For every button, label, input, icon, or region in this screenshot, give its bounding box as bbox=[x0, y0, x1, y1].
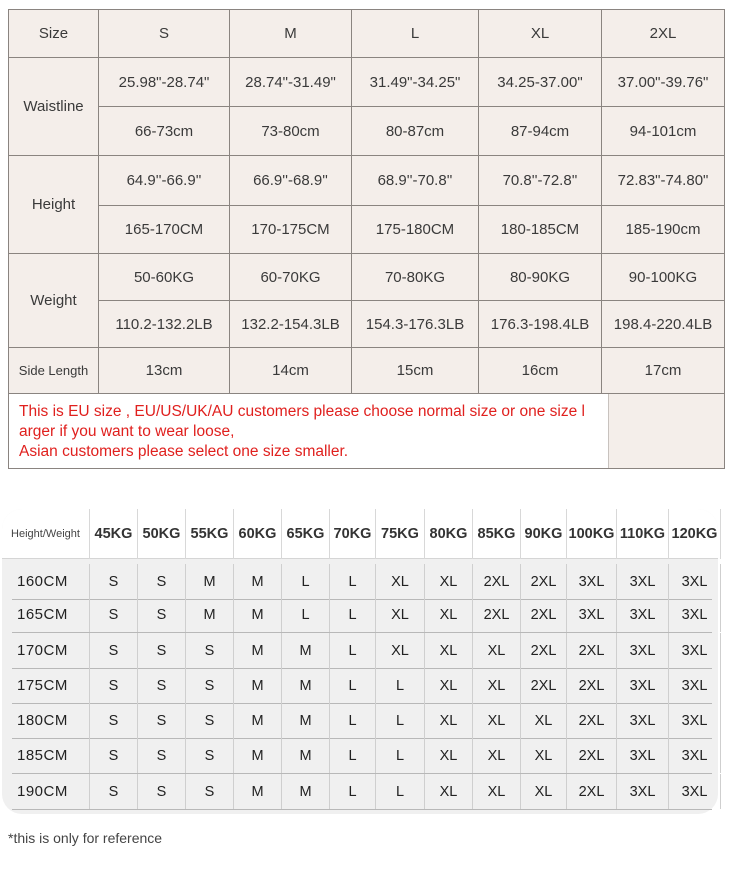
size-header-label: Size bbox=[9, 10, 99, 58]
recommended-size-cell: XL bbox=[376, 564, 425, 599]
recommended-size-cell: M bbox=[234, 597, 282, 632]
weight-column-header: 60KG bbox=[234, 509, 282, 559]
recommended-size-cell: S bbox=[138, 703, 186, 738]
recommended-size-cell: 3XL bbox=[617, 738, 669, 773]
size-value-cell: 132.2-154.3LB bbox=[230, 301, 352, 348]
size-guide-header bbox=[2, 509, 718, 559]
height-row-label: 180CM bbox=[12, 703, 90, 738]
recommended-size-cell: M bbox=[282, 703, 330, 738]
size-note-line: Asian customers please select one size smaller. bbox=[19, 443, 349, 460]
height-row-label: 175CM bbox=[12, 668, 90, 703]
weight-column-header: 85KG bbox=[473, 509, 521, 559]
recommended-size-cell: 2XL bbox=[567, 703, 617, 738]
size-value-cell: 60-70KG bbox=[230, 254, 352, 301]
recommended-size-cell: M bbox=[234, 633, 282, 668]
recommended-size-cell: L bbox=[376, 703, 425, 738]
measurement-label: Height bbox=[9, 156, 99, 254]
size-value-cell: 70.8''-72.8'' bbox=[479, 156, 602, 206]
size-column-header: XL bbox=[479, 10, 602, 58]
size-column-header: M bbox=[230, 10, 352, 58]
recommended-size-cell: 2XL bbox=[567, 738, 617, 773]
recommended-size-cell: XL bbox=[425, 738, 473, 773]
recommended-size-cell: S bbox=[90, 633, 138, 668]
recommended-size-cell: M bbox=[282, 668, 330, 703]
recommended-size-cell: M bbox=[282, 738, 330, 773]
recommended-size-cell: 2XL bbox=[521, 633, 567, 668]
recommended-size-cell: L bbox=[330, 633, 376, 668]
recommended-size-cell: M bbox=[282, 633, 330, 668]
recommended-size-cell: S bbox=[90, 738, 138, 773]
recommended-size-cell: 3XL bbox=[669, 668, 721, 703]
recommended-size-cell: S bbox=[90, 703, 138, 738]
recommended-size-cell: S bbox=[138, 633, 186, 668]
recommended-size-cell: 3XL bbox=[617, 774, 669, 809]
size-value-cell: 50-60KG bbox=[99, 254, 230, 301]
recommended-size-cell: 2XL bbox=[521, 668, 567, 703]
recommended-size-cell: S bbox=[186, 668, 234, 703]
measurement-label: Waistline bbox=[9, 58, 99, 156]
size-value-cell: 198.4-220.4LB bbox=[602, 301, 725, 348]
size-value-cell: 17cm bbox=[602, 348, 725, 394]
recommended-size-cell: S bbox=[186, 738, 234, 773]
size-value-cell: 15cm bbox=[352, 348, 479, 394]
size-value-cell: 176.3-198.4LB bbox=[479, 301, 602, 348]
size-value-cell: 110.2-132.2LB bbox=[99, 301, 230, 348]
size-value-cell: 25.98"-28.74" bbox=[99, 58, 230, 107]
weight-column-header: 80KG bbox=[425, 509, 473, 559]
guide-corner-label: Height/Weight bbox=[2, 509, 90, 559]
weight-column-header: 110KG bbox=[617, 509, 669, 559]
recommended-size-cell: M bbox=[234, 703, 282, 738]
recommended-size-cell: XL bbox=[425, 633, 473, 668]
weight-column-header: 75KG bbox=[376, 509, 425, 559]
recommended-size-cell: XL bbox=[425, 703, 473, 738]
weight-column-header: 100KG bbox=[567, 509, 617, 559]
size-value-cell: 175-180CM bbox=[352, 206, 479, 254]
size-value-cell: 165-170CM bbox=[99, 206, 230, 254]
height-row-label: 185CM bbox=[12, 738, 90, 773]
size-value-cell: 16cm bbox=[479, 348, 602, 394]
size-value-cell: 34.25-37.00" bbox=[479, 58, 602, 107]
recommended-size-cell: L bbox=[330, 703, 376, 738]
recommended-size-cell: M bbox=[234, 774, 282, 809]
measurement-label: Side Length bbox=[9, 348, 99, 394]
size-value-cell: 180-185CM bbox=[479, 206, 602, 254]
recommended-size-cell: XL bbox=[473, 668, 521, 703]
recommended-size-cell: M bbox=[234, 564, 282, 599]
recommended-size-cell: 3XL bbox=[669, 633, 721, 668]
recommended-size-cell: 3XL bbox=[617, 597, 669, 632]
recommended-size-cell: M bbox=[186, 597, 234, 632]
size-value-cell: 72.83"-74.80" bbox=[602, 156, 725, 206]
size-value-cell: 185-190cm bbox=[602, 206, 725, 254]
recommended-size-cell: 3XL bbox=[669, 564, 721, 599]
recommended-size-cell: L bbox=[282, 564, 330, 599]
recommended-size-cell: XL bbox=[473, 633, 521, 668]
recommended-size-cell: XL bbox=[376, 597, 425, 632]
recommended-size-cell: L bbox=[376, 738, 425, 773]
recommended-size-cell: L bbox=[376, 774, 425, 809]
recommended-size-cell: 3XL bbox=[669, 703, 721, 738]
recommended-size-cell: XL bbox=[425, 564, 473, 599]
recommended-size-cell: M bbox=[234, 668, 282, 703]
recommended-size-cell: XL bbox=[521, 738, 567, 773]
recommended-size-cell: 3XL bbox=[669, 597, 721, 632]
recommended-size-cell: 2XL bbox=[473, 597, 521, 632]
size-value-cell: 154.3-176.3LB bbox=[352, 301, 479, 348]
reference-footnote: *this is only for reference bbox=[8, 830, 163, 846]
guide-row bbox=[12, 597, 712, 633]
recommended-size-cell: XL bbox=[521, 703, 567, 738]
size-value-cell: 37.00"-39.76" bbox=[602, 58, 725, 107]
recommended-size-cell: XL bbox=[425, 597, 473, 632]
recommended-size-cell: S bbox=[138, 738, 186, 773]
size-value-cell: 28.74"-31.49" bbox=[230, 58, 352, 107]
recommended-size-cell: 2XL bbox=[567, 774, 617, 809]
guide-row bbox=[12, 564, 712, 600]
recommended-size-cell: L bbox=[330, 668, 376, 703]
size-value-cell: 66-73cm bbox=[99, 107, 230, 156]
size-value-cell: 80-87cm bbox=[352, 107, 479, 156]
recommended-size-cell: 3XL bbox=[617, 564, 669, 599]
size-guide-card bbox=[2, 509, 718, 814]
height-row-label: 170CM bbox=[12, 633, 90, 668]
recommended-size-cell: 3XL bbox=[669, 738, 721, 773]
size-note bbox=[9, 394, 609, 468]
height-row-label: 160CM bbox=[12, 564, 90, 599]
recommended-size-cell: XL bbox=[376, 633, 425, 668]
height-row-label: 190CM bbox=[12, 774, 90, 809]
weight-column-header: 90KG bbox=[521, 509, 567, 559]
guide-row bbox=[12, 774, 712, 810]
recommended-size-cell: L bbox=[282, 597, 330, 632]
recommended-size-cell: 3XL bbox=[669, 774, 721, 809]
recommended-size-cell: S bbox=[138, 774, 186, 809]
recommended-size-cell: 2XL bbox=[567, 668, 617, 703]
recommended-size-cell: S bbox=[138, 564, 186, 599]
recommended-size-cell: 3XL bbox=[617, 703, 669, 738]
size-value-cell: 73-80cm bbox=[230, 107, 352, 156]
height-row-label: 165CM bbox=[12, 597, 90, 632]
size-value-cell: 14cm bbox=[230, 348, 352, 394]
recommended-size-cell: L bbox=[330, 564, 376, 599]
weight-column-header: 45KG bbox=[90, 509, 138, 559]
size-value-cell: 170-175CM bbox=[230, 206, 352, 254]
guide-row bbox=[12, 633, 712, 669]
weight-column-header: 70KG bbox=[330, 509, 376, 559]
guide-row bbox=[12, 703, 712, 739]
recommended-size-cell: 3XL bbox=[617, 668, 669, 703]
size-value-cell: 68.9''-70.8'' bbox=[352, 156, 479, 206]
recommended-size-cell: 2XL bbox=[567, 633, 617, 668]
recommended-size-cell: XL bbox=[473, 774, 521, 809]
guide-row bbox=[12, 738, 712, 774]
recommended-size-cell: L bbox=[330, 597, 376, 632]
size-value-cell: 13cm bbox=[99, 348, 230, 394]
recommended-size-cell: M bbox=[234, 738, 282, 773]
size-note-line: arger if you want to wear loose, bbox=[19, 423, 235, 440]
guide-row bbox=[12, 668, 712, 704]
recommended-size-cell: L bbox=[376, 668, 425, 703]
size-column-header: S bbox=[99, 10, 230, 58]
recommended-size-cell: S bbox=[90, 597, 138, 632]
recommended-size-cell: S bbox=[186, 774, 234, 809]
size-value-cell: 64.9''-66.9'' bbox=[99, 156, 230, 206]
recommended-size-cell: L bbox=[330, 774, 376, 809]
recommended-size-cell: 2XL bbox=[521, 564, 567, 599]
recommended-size-cell: 2XL bbox=[473, 564, 521, 599]
recommended-size-cell: 3XL bbox=[567, 564, 617, 599]
recommended-size-cell: XL bbox=[425, 668, 473, 703]
recommended-size-cell: S bbox=[138, 597, 186, 632]
recommended-size-cell: 3XL bbox=[617, 633, 669, 668]
recommended-size-cell: S bbox=[186, 703, 234, 738]
recommended-size-cell: S bbox=[138, 668, 186, 703]
size-value-cell: 70-80KG bbox=[352, 254, 479, 301]
size-chart-table bbox=[8, 9, 725, 469]
size-value-cell: 90-100KG bbox=[602, 254, 725, 301]
recommended-size-cell: M bbox=[282, 774, 330, 809]
size-value-cell: 66.9''-68.9'' bbox=[230, 156, 352, 206]
size-note-line: This is EU size , EU/US/UK/AU customers please choose normal size or one size l bbox=[19, 403, 585, 420]
recommended-size-cell: M bbox=[186, 564, 234, 599]
measurement-label: Weight bbox=[9, 254, 99, 348]
size-value-cell: 80-90KG bbox=[479, 254, 602, 301]
recommended-size-cell: S bbox=[90, 774, 138, 809]
recommended-size-cell: XL bbox=[521, 774, 567, 809]
recommended-size-cell: S bbox=[90, 668, 138, 703]
size-column-header: 2XL bbox=[602, 10, 725, 58]
recommended-size-cell: XL bbox=[473, 738, 521, 773]
size-value-cell: 87-94cm bbox=[479, 107, 602, 156]
recommended-size-cell: 2XL bbox=[521, 597, 567, 632]
size-value-cell: 94-101cm bbox=[602, 107, 725, 156]
recommended-size-cell: XL bbox=[473, 703, 521, 738]
recommended-size-cell: L bbox=[330, 738, 376, 773]
recommended-size-cell: S bbox=[186, 633, 234, 668]
recommended-size-cell: XL bbox=[425, 774, 473, 809]
weight-column-header: 120KG bbox=[669, 509, 721, 559]
weight-column-header: 65KG bbox=[282, 509, 330, 559]
size-value-cell: 31.49"-34.25" bbox=[352, 58, 479, 107]
size-column-header: L bbox=[352, 10, 479, 58]
weight-column-header: 55KG bbox=[186, 509, 234, 559]
recommended-size-cell: 3XL bbox=[567, 597, 617, 632]
recommended-size-cell: S bbox=[90, 564, 138, 599]
weight-column-header: 50KG bbox=[138, 509, 186, 559]
